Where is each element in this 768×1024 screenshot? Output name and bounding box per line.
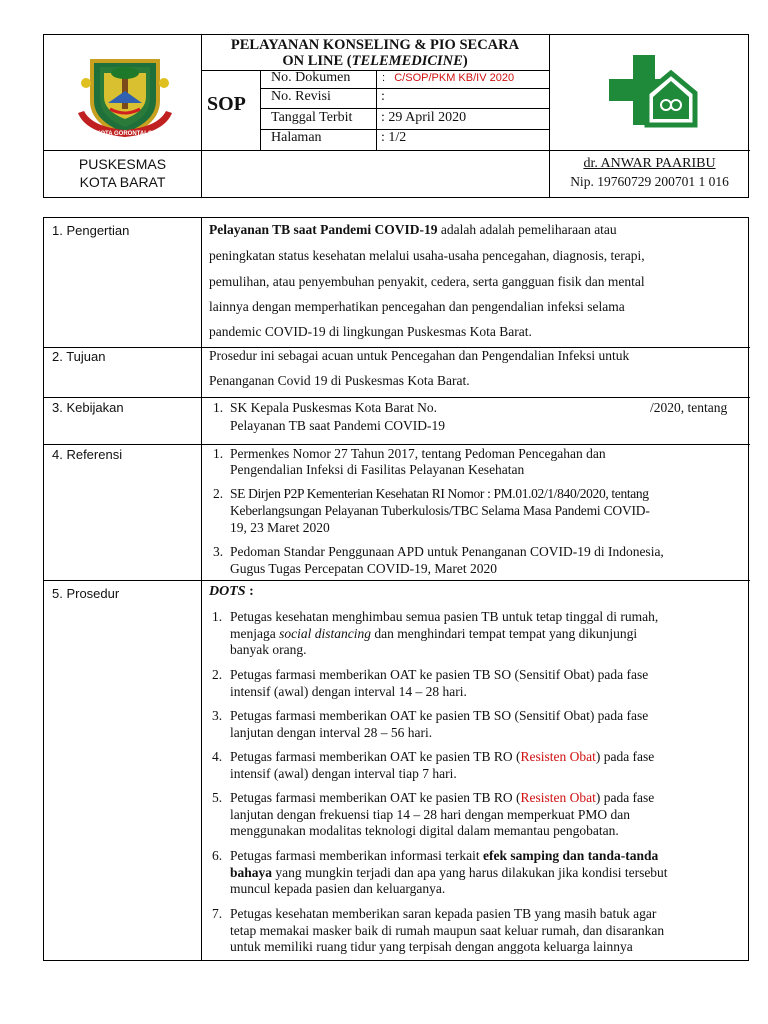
meta-value-no-dokumen: : C/SOP/PKM KB/IV 2020 — [382, 72, 515, 84]
prosedur-heading: DOTS : — [209, 584, 254, 599]
section-label-pengertian: 1. Pengertian — [52, 223, 130, 238]
section-label-referensi: 4. Referensi — [52, 447, 123, 462]
meta-label-halaman: Halaman — [271, 130, 322, 145]
head-nip: Nip. 19760729 200701 1 016 — [570, 174, 729, 189]
org-name-line2: KOTA BARAT — [79, 174, 166, 190]
meta-label-no-revisi: No. Revisi — [271, 89, 331, 104]
section-label-kebijakan: 3. Kebijakan — [52, 400, 124, 415]
section-label-tujuan: 2. Tujuan — [52, 349, 106, 364]
sop-label: SOP — [207, 93, 246, 115]
city-emblem-logo — [74, 53, 176, 139]
org-name-line1: PUSKESMAS — [78, 156, 167, 172]
logo-ribbon-text: KOTA GORONTALO — [96, 131, 153, 137]
sop-header-table — [43, 34, 749, 198]
meta-value-tanggal-terbit: : 29 April 2020 — [381, 110, 467, 125]
sop-title-line2: ON LINE (TELEMEDICINE) — [282, 53, 468, 69]
meta-label-tanggal-terbit: Tanggal Terbit — [271, 110, 353, 125]
sop-content-table: 1. Pengertian Pelayanan TB saat Pandemi COVID-19 adalah adalah pemeliharaan atau peningkatan status kesehatan melalui usaha-usaha pencegahan, diagnosis, terapi, pemulihan, atau penyembuhan penyakit, cedera, serta gangguan fisik dan mental lainnya dengan memperhatikan pencegahan dan pengendalian infeksi selama pandemic COVID-19 di lingkungan Puskesmas Kota Barat. 2. Tujuan Prosedur ini sebagai acuan untuk Pencegahan dan Pengendalian Infeksi untuk Penanganan Covid 19 di Puskesmas Kota Barat. 3. Kebijakan 1. SK Kepala Puskesmas Kota Barat No. /2020, tentang Pelayanan TB saat Pandemi COVID-19 4. Referensi 1. Permenkes Nomor 27 Tahun 2017, tentang Pedoman Pencegahan dan Pengendalian Infeksi di Fasilitas Pelayanan Kesehatan 2. SE Dirjen P2P Kementerian Kesehatan RI Nomor : PM.01.02/1/840/2020, tentang Keberlangsungan Pelayanan Tuberkulosis/TBC Selama Masa Pandemi COVID- 19, 23 Maret 2020 3. Pedoman Standar Penggunaan APD untuk Penanganan COVID-19 di Indonesia, Gugus Tugas Percepatan COVID-19, Maret 2020 5. Prosedur DOTS : 1. Petugas kesehatan menghimbau semua pasien TB untuk tetap tinggal di rumah, menjaga social distancing dan menghindari tempat tempat yang dikunjungi banyak orang. 2. Petugas farmasi memberikan OAT ke pasien TB SO (Sensitif Obat) pada fase intensif (awal) dengan interval 14 – 28 hari. 3. Petugas farmasi memberikan OAT ke pasien TB SO (Sensitif Obat) pada fase lanjutan dengan interval 28 – 56 hari. 4. Petugas farmasi memberikan OAT ke pasien TB RO (Resisten Obat) pada fase intensif (awal) dengan interval tiap 7 hari. 5. Petugas farmasi memberikan OAT ke pasien TB RO (Resisten Obat) pada fase lanjutan dengan frekuensi tiap 14 – 28 hari dengan memperkuat PMO dan menggunakan modalitas teknologi digital dalam memantau pengobatan. 6. Petugas farmasi memberikan informasi terkait efek samping dan tanda-tanda bahaya yang mungkin terjadi dan apa yang harus dilakukan jika kondisi tersebut muncul kepada pasien dan keluarganya. 7. Petugas kesehatan memberikan saran kepada pasien TB yang masih batuk agar tetap memakai masker baik di rumah maupun saat keluar rumah, dan disarankan untuk memiliki ruang tidur yang terpisah dengan anggota keluarga lainnya — [43, 217, 749, 961]
section-label-prosedur: 5. Prosedur — [52, 586, 120, 601]
sop-title-line1: PELAYANAN KONSELING & PIO SECARA — [230, 37, 520, 53]
meta-label-no-dokumen: No. Dokumen — [271, 70, 351, 85]
meta-value-no-revisi: : — [381, 89, 385, 104]
puskesmas-logo — [603, 53, 699, 133]
head-name: dr. ANWAR PAARIBU — [583, 156, 716, 171]
meta-value-halaman: : 1/2 — [381, 130, 407, 145]
